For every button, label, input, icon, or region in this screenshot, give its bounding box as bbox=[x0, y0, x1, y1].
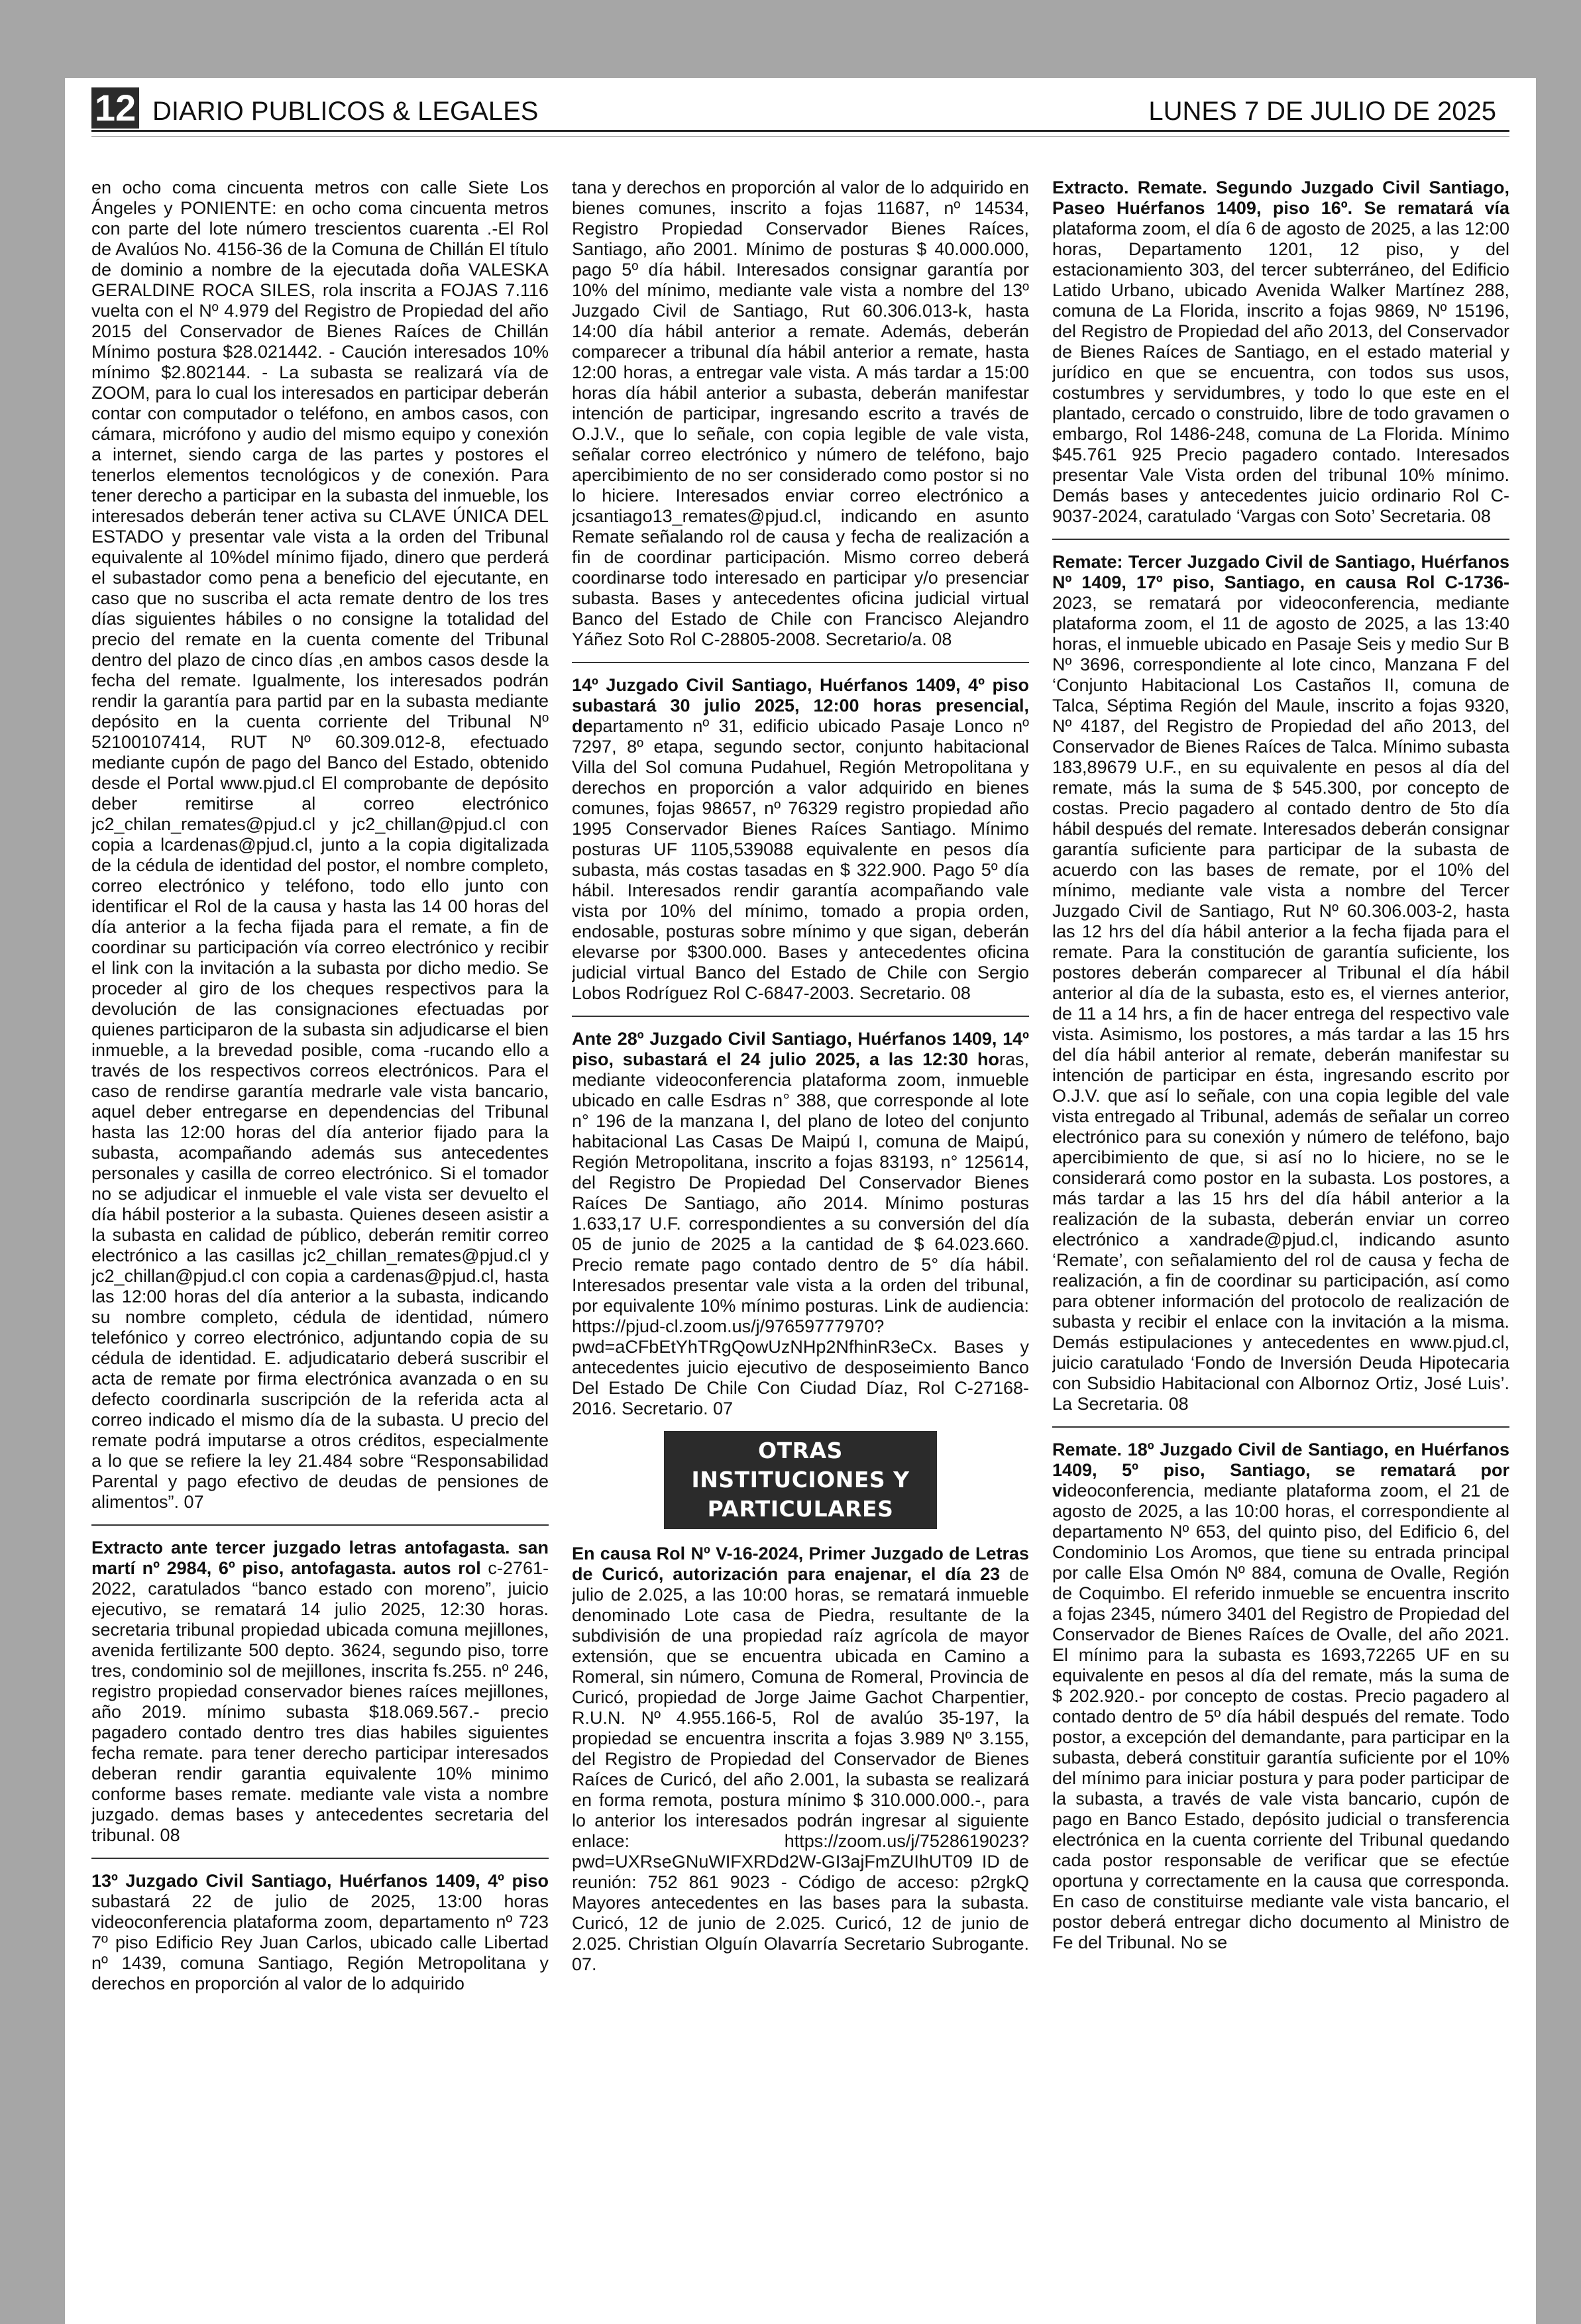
column-1 bbox=[91, 178, 549, 2311]
notice-lead: 13º Juzgado Civil Santiago, Huérfanos 1409, 4º piso bbox=[91, 1871, 549, 1891]
notice-lead: Extracto. Remate. Segundo Juzgado Civil Santiago, Paseo Huérfanos 1409, piso 16º. Se rematará vía bbox=[1052, 178, 1509, 218]
notice-body: 2023, se rematará por videoconferencia, mediante plataforma zoom, el 11 de agosto de 2025, a las 13:40 horas, el inmueble ubicado en Pasaje Seis y medio Sur B Nº 3696, correspondiente al lote cinco, Manzana F del ‘Conjunto Habitacional Los Castaños II, comuna de Talca, Séptima Región del Maule, inscrito a fojas 9320, Nº 4187, del Registro de Propiedad del año 2013, del Conservador de Bienes Raíces de Talca. Mínimo subasta 183,89679 U.F., en su equivalente en pesos al día del remate, más la suma de $ 545.300, por concepto de costas. Precio pagadero al contado dentro de 5to día hábil después del remate. Interesados deberán consignar garantía suficiente para participar de la subasta de acuerdo con las bases de remate, por el 10% del mínimo, mediante vale vista a nombre del Tercer Juzgado Civil de Santiago, Rut Nº 60.306.003-2, hasta las 12 hrs del día hábil anterior a la fecha fijada para el remate. Para la constitución de garantía suficiente, los postores deberán comparecer al Tribunal el día hábil anterior al día de la subasta, esto es, el viernes anterior, de 11 a 14 hrs, a fin de hacer entrega del respectivo vale vista. Asimismo, los postores, a más tardar a las 15 hrs del día hábil anterior al remate, deberán manifestar su intención de participar en ésta, ingresando escrito por O.J.V. que así lo señale, con una copia legible del vale vista entregado al Tribunal, además de señalar un correo electrónico para su conexión y número de teléfono, bajo apercibimiento de que, si así no lo hiciere, no se le considerará como postor en la subasta. Los postores, a más tardar a las 15 hrs del día hábil anterior a la realización de la subasta, deberán enviar un correo electrónico a xandrade@pjud.cl, indicando asunto ‘Remate’, con señalamiento del rol de causa y fecha de realización, a fin de coordinar su participación, así como para obtener información del protocolo de realización de subasta y recibir el enlace con la invitación a la misma. Demás estipulaciones y antecedentes en www.pjud.cl, juicio caratulado ‘Fondo de Inversión Deuda Hipotecaria con Subsidio Habitacional con Albornoz Ortiz, José Luis’. La Secretaria. 08 bbox=[1052, 593, 1509, 1414]
notice-lead: Ante 28º Juzgado Civil Santiago, Huérfanos 1409, 14º piso, subastará el 24 julio 2025, a las 12:30 ho bbox=[572, 1029, 1029, 1069]
notice-body: c-2761-2022, caratulados “banco estado con moreno”, juicio ejecutivo, se rematará 14 julio 2025, 12:30 horas. secretaria tribunal propiedad ubicada comuna mejillones, avenida fertilizante 500 depto. 3624, segundo piso, torre tres, condominio sol de mejillones, inscrita fs.255. nº 246, registro propiedad conservador bienes raíces mejillones, año 2019. mínimo subasta $18.069.567.- precio pagadero contado dentro tres dias habiles siguientes fecha remate. para tener derecho participar interesados deberan rendir garantia equivalente 10% minimo conforme bases remate. mediante vale vista a nombre juzgado. demas bases y antecedentes secretaria del tribunal. 08 bbox=[91, 1558, 549, 1845]
notice bbox=[572, 1544, 1029, 1975]
newspaper-page bbox=[65, 78, 1536, 2324]
column-2 bbox=[572, 178, 1029, 2311]
notice bbox=[1052, 552, 1509, 1414]
notice bbox=[1052, 178, 1509, 527]
notice-separator bbox=[91, 1524, 549, 1526]
page-number: 12 bbox=[91, 87, 139, 129]
notice bbox=[572, 178, 1029, 650]
notice-lead: Remate: Tercer Juzgado Civil de Santiago, Huérfanos Nº 1409, 17º piso, Santiago, en causa Rol C-1736- bbox=[1052, 552, 1509, 592]
notice-body: deoconferencia, mediante plataforma zoom, el 21 de agosto de 2025, a las 10:00 horas, el correspondiente al departamento Nº 653, del quinto piso, del Edificio 6, del Condominio Los Aromos, que tiene su entrada principal por calle Elsa Omón Nº 884, comuna de Ovalle, Región de Coquimbo. El referido inmueble se encuentra inscrito a fojas 2345, número 3401 del Registro de Propiedad del Conservador de Bienes Raíces de Ovalle, del año 2021. El mínimo para la subasta es 1693,72265 UF en su equivalente en pesos al día del remate, más la suma de $ 202.920.- por concepto de costas. Precio pagadero al contado dentro de 5º día hábil después del remate. Todo postor, a excepción del demandante, para participar en la subasta, deberá constituir garantía suficiente por el 10% del mínimo para iniciar postura y para poder participar de la subasta, a través de vale vista bancario, cupón de pago en Banco Estado, depósito judicial o transferencia electrónica en la cuenta corriente del Tribunal quedando cada postor responsable de verificar que se efectúe oportuna y correctamente en la causa que corresponda. En caso de constituirse mediante vale vista bancario, el postor deberá entregar dicho documento al Ministro de Fe del Tribunal. No se bbox=[1052, 1481, 1509, 1952]
notice bbox=[572, 675, 1029, 1004]
publication-title: DIARIO PUBLICOS & LEGALES bbox=[152, 97, 539, 126]
notice-lead: Remate. 18º Juzgado Civil de Santiago, en Huérfanos 1409, 5º piso, Santiago, se rematará por vi bbox=[1052, 1440, 1509, 1501]
notice-separator bbox=[1052, 1426, 1509, 1428]
notice bbox=[91, 1538, 549, 1846]
notice-body: ras, mediante videoconferencia plataforma zoom, inmueble ubicado en calle Esdras n° 388, que corresponde al lote n° 196 de la manzana I, del plano de loteo del conjunto habitacional Las Casas De Maipú I, comuna de Maipú, Región Metropolitana, inscrito a fojas 83193, n° 125614, del Registro De Propiedad Del Conservador Bienes Raíces De Santiago, año 2014. Mínimo posturas 1.633,17 U.F. correspondientes a su conversión del día 05 de junio de 2025 a la cantidad de $ 64.023.660. Precio remate pago contado dentro de 5° día hábil. Interesados presentar vale vista a la orden del tribunal, por equivalente 10% mínimo posturas. Link de audiencia: https://pjud-cl.zoom.us/j/97659777970?pwd=aCFbEtYhTRgQowUzNHp2NfhinR3eCx. Bases y antecedentes juicio ejecutivo de desposeimiento Banco Del Estado De Chile Con Ciudad Díaz, Rol C-27168-2016. Secretario. 07 bbox=[572, 1049, 1029, 1418]
notice-separator bbox=[572, 1016, 1029, 1017]
notice-body: en ocho coma cincuenta metros con calle Siete Los Ángeles y PONIENTE: en ocho coma cincuenta metros con parte del lote número trescientos cuarenta .-El Rol de Avalúos No. 4156-36 de la Comuna de Chillán El título de dominio a nombre de la ejecutada doña VALESKA GERALDINE ROCA SILES, rola inscrita a FOJAS 7.116 vuelta con el Nº 4.979 del Registro de Propiedad del año 2015 del Conservador de Bienes Raíces de Chillán Mínimo postura $28.021442. - Caución interesados 10% mínimo $2.802144. - La subasta se realizará vía de ZOOM, para lo cual los interesados en participar deberán contar con computador o teléfono, en ambos casos, con cámara, micrófono y audio del mismo equipo y conexión a internet, siendo carga de las partes y postores el tenerlos elementos tecnológicos y de conexión. Para tener derecho a participar en la subasta del inmueble, los interesados deberán tener activa su CLAVE ÚNICA DEL ESTADO y presentar vale vista a la orden del Tribunal equivalente al 10%del mínimo fijado, dinero que perderá el subastador como pena a beneficio del ejecutante, en caso que no suscriba el acta remate dentro de los tres días siguientes hábiles o no consigne la totalidad del precio del remate en la cuenta comente del Tribunal dentro del plazo de cinco días ,en ambos casos desde la fecha del remate. Igualmente, los interesados podrán rendir la garantía para partid par en la subasta mediante depósito en la cuenta corriente del Tribunal Nº 52100107414, RUT Nº 60.309.012-8, efectuado mediante cupón de pago del Banco del Estado, obtenido desde el Portal www.pjud.cl El comprobante de depósito deber remitirse al correo electrónico jc2_chilan_remates@pjud.cl y jc2_chillan@pjud.cl con copia a lcardenas@pjud.cl, junto a la copia digitalizada de la cédula de identidad del postor, el nombre completo, correo electrónico y teléfono, todo ello junto con identificar el Rol de la causa y hasta las 14 00 horas del día anterior a la fecha fijada para el remate, a fin de coordinar su participación vía correo electrónico y recibir el link con la invitación a la subasta por dicho medio. Se proceder al giro de los cheques respectivos para la devolución de las consignaciones efectuadas por quienes participaron de la subasta sin adjudicarse el bien inmueble, a la brevedad posible, coma -rucando ello a través de los respectivos correos electrónicos. Para el caso de rendirse garantía medrarle vale vista bancario, aquel deber entregarse en dependencias del Tribunal hasta las 12:00 horas del día anterior fijado para la subasta, acompañando además sus antecedentes personales y casilla de correo electrónico. Si el tomador no se adjudicar el inmueble el vale vista ser devuelto el día hábil posterior a la subasta. Quienes deseen asistir a la subasta en calidad de público, deberán remitir correo electrónico a las casillas jc2_chillan_remates@pjud.cl y jc2_chillan@pjud.cl con copia a cardenas@pjud.cl, hasta las 12:00 horas del día anterior a la subasta, indicando su nombre completo, cédula de identidad, número telefónico y correo electrónico, adjuntando copia de su cédula de identidad. E. adjudicatario deberá suscribir el acta de remate por firma electrónica avanzada o en su defecto coordinarla suscripción de la referida acta al correo indicado el mismo día de la subasta. U precio del remate podrá imputarse a otros créditos, especialmente a lo que se refiere la ley 21.484 sobre “Responsabilidad Parental y pago efectivo de deudas de pensiones de alimentos”. 07 bbox=[91, 178, 549, 1512]
notice bbox=[91, 1871, 549, 1994]
header-rule-thin bbox=[91, 136, 1509, 137]
notice-separator bbox=[572, 662, 1029, 663]
notice-separator bbox=[91, 1858, 549, 1859]
notice-body: tana y derechos en proporción al valor de lo adquirido en bienes comunes, inscrito a fojas 11687, nº 14534, Registro Propiedad Conservador Bienes Raíces, Santiago, año 2001. Mínimo de posturas $ 40.000.000, pago 5º día hábil. Interesados consignar garantía por 10% del mínimo, mediante vale vista a nombre del 13º Juzgado Civil de Santiago, Rut 60.306.013-k, hasta 14:00 día hábil anterior a remate. Además, deberán comparecer a tribunal día hábil anterior a remate, hasta 12:00 horas, a entregar vale vista. A más tardar a 15:00 horas día hábil anterior a subasta, deberán manifestar intención de participar, ingresando escrito a través de O.J.V., que lo señale, con copia legible de vale vista, señalar correo electrónico y número de teléfono, bajo apercibimiento de no ser considerado como postor si no lo hiciere. Interesados enviar correo electrónico a jcsantiago13_remates@pjud.cl, indicando en asunto Remate señalando rol de causa y fecha de realización a fin de coordinar participación. Mismo correo deberá coordinarse todo interesado en participar y/o presenciar subasta. Bases y antecedentes oficina judicial virtual Banco del Estado de Chile con Francisco Alejandro Yáñez Soto Rol C-28805-2008. Secretario/a. 08 bbox=[572, 178, 1029, 649]
publication-date: LUNES 7 DE JULIO DE 2025 bbox=[1148, 97, 1496, 126]
notice bbox=[91, 178, 549, 1512]
notice-separator bbox=[1052, 539, 1509, 540]
notice-body: subastará 22 de julio de 2025, 13:00 horas videoconferencia plataforma zoom, departamento nº 723 7º piso Edificio Rey Juan Carlos, ubicado calle Libertad nº 1439, comuna Santiago, Región Metropolitana y derechos en proporción al valor de lo adquirido bbox=[91, 1891, 549, 1993]
notice bbox=[1052, 1440, 1509, 1953]
page-header bbox=[65, 78, 1536, 131]
header-rule bbox=[91, 130, 1509, 132]
notice-lead: 14º Juzgado Civil Santiago, Huérfanos 1409, 4º piso subastará 30 julio 2025, 12:00 horas presencial, de bbox=[572, 675, 1029, 736]
notice-body: partamento nº 31, edificio ubicado Pasaje Lonco nº 7297, 8º etapa, segundo sector, conjunto habitacional Villa del Sol comuna Pudahuel, Región Metropolitana y derechos en proporción a valor adquirido en bienes comunes, fojas 98657, nº 76329 registro propiedad año 1995 Conservador Bienes Raíces Santiago. Mínimo posturas UF 1105,539088 equivalente en pesos día subasta, más costas tasadas en $ 322.900. Pago 5º día hábil. Interesados rendir garantía acompañando vale vista por 10% del mínimo, tomado a propia orden, endosable, posturas sobre mínimo y que sigan, deberán elevarse por $300.000. Bases y antecedentes oficina judicial virtual Banco del Estado de Chile con Sergio Lobos Rodríguez Rol C-6847-2003. Secretario. 08 bbox=[572, 716, 1029, 1003]
section-heading: OTRAS INSTITUCIONES Y PARTICULARES bbox=[664, 1431, 937, 1529]
notice-lead: En causa Rol Nº V-16-2024, Primer Juzgado de Letras de Curicó, autorización para enajenar, el día 23 bbox=[572, 1544, 1029, 1584]
column-3 bbox=[1052, 178, 1509, 2311]
notice-body: plataforma zoom, el día 6 de agosto de 2025, a las 12:00 horas, Departamento 1201, 12 piso, y del estacionamiento 303, del tercer subterráneo, del Edificio Latido Urbano, ubicado Avenida Walker Martínez 288, comuna de La Florida, inscrito a fojas 9869, Nº 15196, del Registro de Propiedad del año 2013, del Conservador de Bienes Raíces de Santiago, en el estado material y jurídico en que se encuentra, con todos sus usos, costumbres y servidumbres, y todo lo que este en el plantado, cercado o construido, libre de todo gravamen o embargo, Rol 1486-248, comuna de La Florida. Mínimo $45.761 925 Precio pagadero contado. Interesados presentar Vale Vista orden del tribunal 10% mínimo. Demás bases y antecedentes juicio ordinario Rol C-9037-2024, caratulado ‘Vargas con Soto’ Secretaria. 08 bbox=[1052, 219, 1509, 526]
notice-lead: Extracto ante tercer juzgado letras antofagasta. san martí nº 2984, 6º piso, antofagasta. autos rol bbox=[91, 1538, 549, 1578]
notice bbox=[572, 1029, 1029, 1419]
notice-body: de julio de 2.025, a las 10:00 horas, se rematará inmueble denominado Lote casa de Piedra, resultante de la subdivisión de una propiedad raíz agrícola de mayor extensión, que se encuentra ubicada en Camino a Romeral, sin número, Comuna de Romeral, Provincia de Curicó, propiedad de Jorge Jaime Gachot Charpentier, R.U.N. Nº 4.955.166-5, Rol de avalúo 35-197, la propiedad se encuentra inscrita a fojas 3.989 Nº 3.155, del Registro de Propiedad del Conservador de Bienes Raíces de Curicó, del año 2.001, la subasta se realizará en forma remota, postura mínimo $ 310.000.000.-, para lo anterior los interesados podrán ingresar al siguiente enlace: https://zoom.us/j/7528619023?pwd=UXRseGNuWIFXRDd2W-GI3ajFmZUIhUT09 ID de reunión: 752 861 9023 - Código de acceso: p2rgkQ Mayores antecedentes en las bases para la subasta. Curicó, 12 de junio de 2.025. Curicó, 12 de junio de 2.025. Christian Olguín Olavarría Secretario Subrogante. 07. bbox=[572, 1564, 1029, 1974]
